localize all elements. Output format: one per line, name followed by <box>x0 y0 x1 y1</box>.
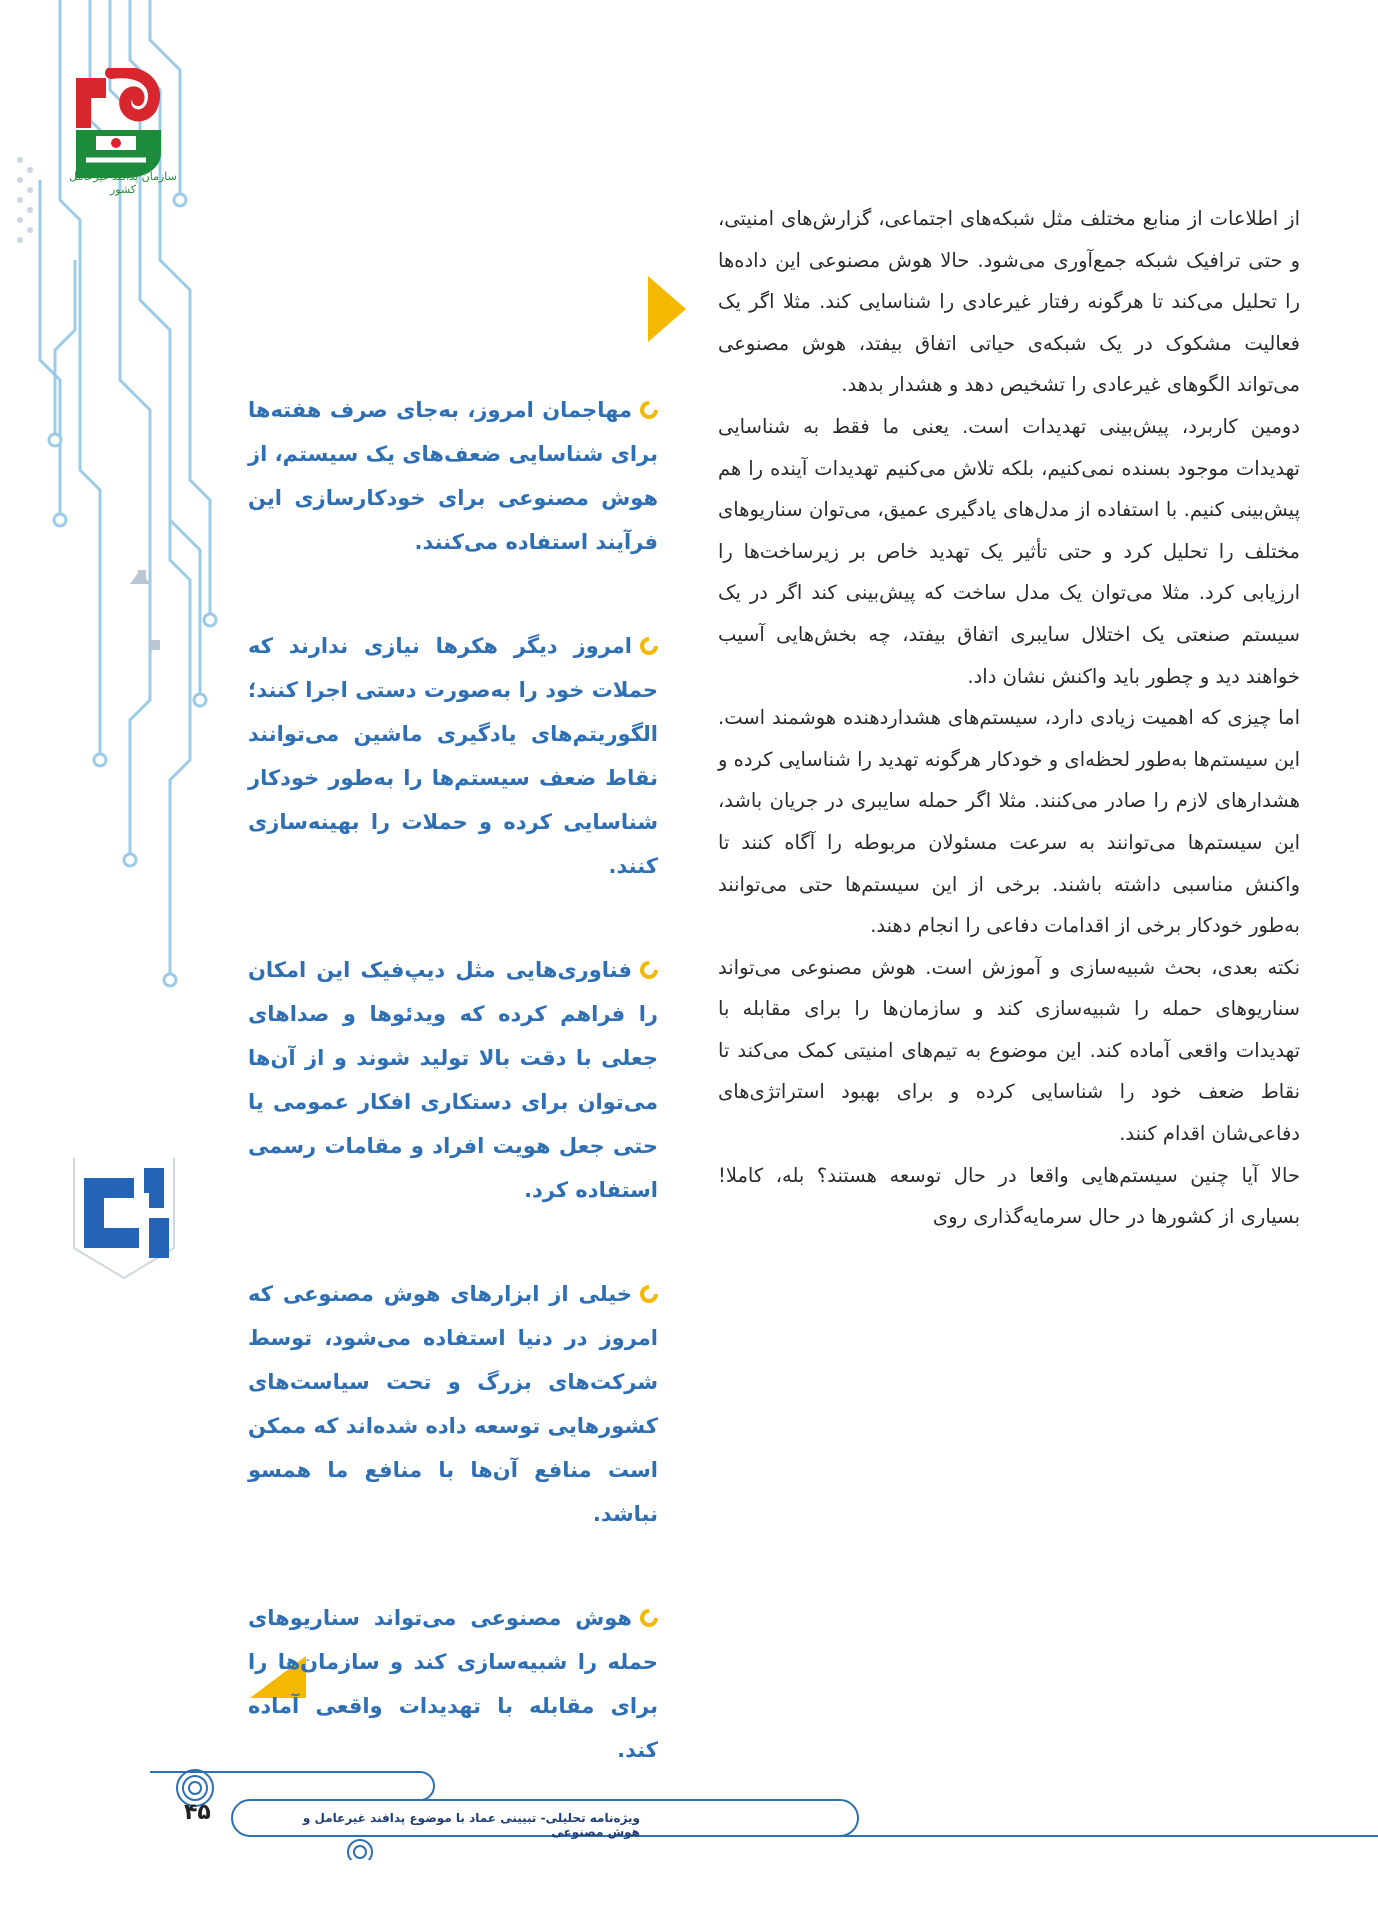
highlight-quote <box>248 948 658 1212</box>
paragraph: از اطلاعات از منابع مختلف مثل شبکه‌های اجتماعی، گزارش‌های امنیتی، و حتی ترافیک شبکه جمع‌آوری می‌شود. حالا هوش مصنوعی این داده‌ها را تحلیل می‌کند تا هرگونه رفتار غیرعادی را شناسایی کند. مثلا اگر یک فعالیت مشکوک در یک شبکه‌ی حیاتی اتفاق بیفتد، هوش مصنوعی می‌تواند الگوهای غیرعادی را تشخیص دهد و هشدار بدهد. <box>718 207 1300 397</box>
paragraph: نکته بعدی، بحث شبیه‌سازی و آموزش است. هوش مصنوعی می‌تواند سناریوهای حمله را شبیه‌سازی کند و سازمان‌ها را برای مقابله با تهدیدات واقعی آماده کند. این موضوع به تیم‌های امنیتی کمک می‌کند تا نقاط ضعف خود را شناسایی کرده و برای بهبود استراتژی‌های دفاعی‌شان اقدام کنند. <box>718 955 1300 1146</box>
quote-text: فناوری‌هایی مثل دیپ‌فیک این امکان را فراهم کرده که ویدئوها و صداهای جعلی با دقت بالا تولید شوند و از آن‌ها می‌توان برای دستکاری افکار عمومی یا حتی جعل هویت افراد و مقامات رسمی استفاده کرد. <box>248 958 658 1202</box>
paragraph: اما چیزی که اهمیت زیادی دارد، سیستم‌های هشداردهنده هوشمند است. این سیستم‌ها به‌طور لحظه‌ای و خودکار هرگونه تهدید را شناسایی کرده و هشدارهای لازم را صادر می‌کنند. مثلا اگر حمله سایبری در جریان باشد، این سیستم‌ها می‌توانند به سرعت مسئولان مربوطه را آگاه کنند تا واکنش مناسبی داشته باشند. برخی از این سیستم‌ها حتی می‌توانند به‌طور خودکار برخی از اقدامات دفاعی را انجام دهند. <box>718 706 1300 938</box>
highlight-quote <box>248 624 658 888</box>
paragraph: حالا آیا چنین سیستم‌هایی واقعا در حال توسعه هستند؟ بله، کاملا! بسیاری از کشورها در حال سرمایه‌گذاری روی <box>718 1163 1300 1229</box>
sun-bullet-icon <box>640 1285 658 1303</box>
quote-text: هوش مصنوعی می‌تواند سناریوهای حمله را شبیه‌سازی کند و سازمان‌ها را برای مقابله با تهدیدات واقعی آماده کند. <box>248 1606 658 1762</box>
sun-bullet-icon <box>640 961 658 979</box>
sun-bullet-icon <box>640 401 658 419</box>
footer-decoration <box>150 1760 1378 1860</box>
highlight-quote <box>248 1596 658 1772</box>
quote-text: مهاجمان امروز، به‌جای صرف هفته‌ها برای شناسایی ضعف‌های یک سیستم، از هوش مصنوعی برای خودکارسازی این فرآیند استفاده می‌کنند. <box>248 398 658 554</box>
organization-logo-caption: سازمان پدافند غیرعامل کشور <box>69 170 177 196</box>
highlight-quote <box>248 388 658 564</box>
quote-text: امروز دیگر هکرها نیازی ندارند که حملات خود را به‌صورت دستی اجرا کنند؛ الگوریتم‌های یادگیری ماشین می‌توانند نقاط ضعف سیستم‌ها را به‌طور خودکار شناسایی کرده و حملات را بهینه‌سازی کنند. <box>248 634 658 878</box>
quote-text: خیلی از ابزارهای هوش مصنوعی که امروز در دنیا استفاده می‌شود، توسط شرکت‌های بزرگ و تحت سیاست‌های کشورهایی توسعه داده شده‌اند که ممکن است منافع آن‌ها با منافع ما همسو نباشد. <box>248 1282 658 1526</box>
footer-title: ویژه‌نامه تحلیلی- تبیینی عماد با موضوع پدافند غیرعامل و هوش مصنوعی <box>302 1811 640 1839</box>
paragraph: دومین کاربرد، پیش‌بینی تهدیدات است. یعنی ما فقط به شناسایی تهدیدات موجود بسنده نمی‌کنیم، بلکه تلاش می‌کنیم تهدیدات آینده را هم پیش‌بینی کنیم. با استفاده از مدل‌های یادگیری عمیق، می‌توان سناریوهای مختلف را تحلیل کرد و حتی تأثیر یک تهدید خاص بر زیرساخت‌ها را ارزیابی کرد. مثلا می‌توان یک مدل ساخت که پیش‌بینی کند اگر در یک سیستم صنعتی یک اختلال سایبری اتفاق بیفتد، چه بخش‌هایی آسیب خواهند دید و چطور باید واکنش نشان داد. <box>718 414 1300 688</box>
highlight-quotes <box>248 388 658 1832</box>
highlight-quote <box>248 1272 658 1536</box>
article-body <box>718 198 1300 1238</box>
yellow-triangle-decoration <box>648 276 686 342</box>
sun-bullet-icon <box>640 1609 658 1627</box>
sun-bullet-icon <box>640 637 658 655</box>
emad-logo <box>64 1138 184 1288</box>
page-number: ۴۵ <box>184 1800 211 1825</box>
